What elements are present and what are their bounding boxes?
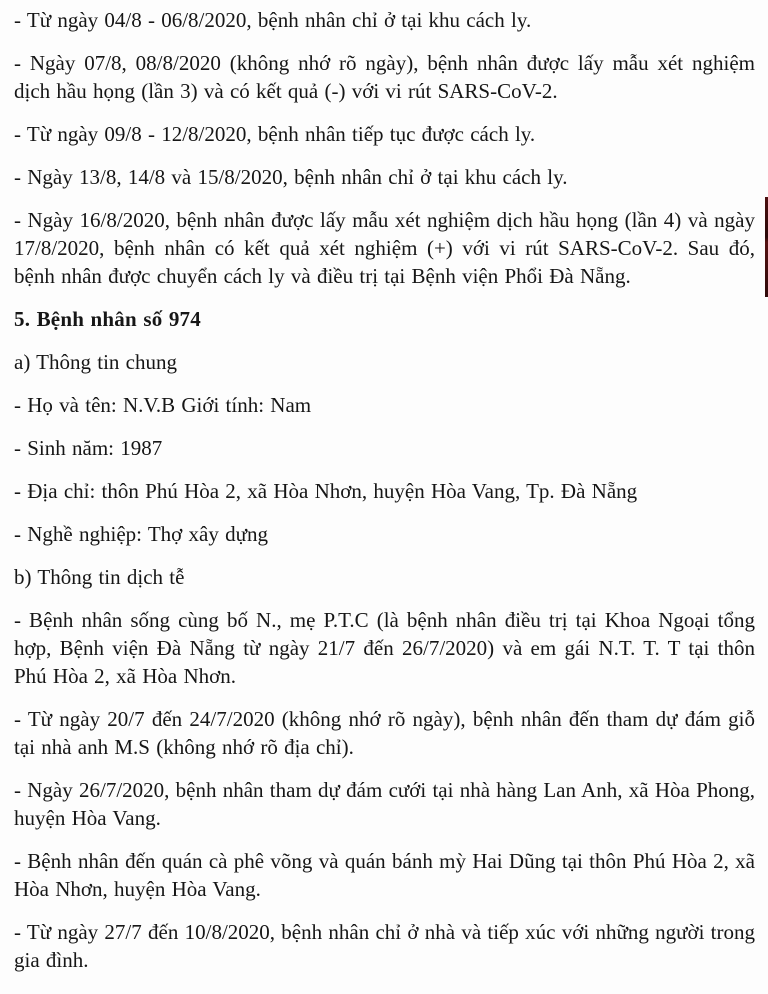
subsection-general-info: a) Thông tin chung [14,350,178,374]
paragraph-cafe-bakery-visits: - Bệnh nhân đến quán cà phê võng và quán bánh mỳ Hai Dũng tại thôn Phú Hòa 2, xã Hòa Nhơn, huyện Hòa Vang. [14,849,755,901]
subsection-epidemiology-info: b) Thông tin dịch tễ [14,565,185,589]
paragraph-timeline-quarantine-04-06: - Từ ngày 04/8 - 06/8/2020, bệnh nhân chỉ ở tại khu cách ly. [14,8,532,32]
paragraph-death-anniversary-event: - Từ ngày 20/7 đến 24/7/2020 (không nhớ rõ ngày), bệnh nhân đến tham dự đám giỗ tại nhà anh M.S (không nhớ rõ địa chỉ). [14,707,755,759]
paragraph-timeline-quarantine-13-15: - Ngày 13/8, 14/8 và 15/8/2020, bệnh nhân chỉ ở tại khu cách ly. [14,165,568,189]
paragraph-stay-home-period: - Từ ngày 27/7 đến 10/8/2020, bệnh nhân chỉ ở nhà và tiếp xúc với những người trong gia đình. [14,920,755,972]
document-text-body [14,6,755,989]
paragraph-test-4-positive: - Ngày 16/8/2020, bệnh nhân được lấy mẫu xét nghiệm dịch hầu họng (lần 4) và ngày 17/8/2020, bệnh nhân có kết quả xét nghiệm (+) với vi rút SARS-CoV-2. Sau đó, bệnh nhân được chuyển cách ly và điều trị tại Bệnh viện Phổi Đà Nẵng. [14,208,755,288]
paragraph-address: - Địa chỉ: thôn Phú Hòa 2, xã Hòa Nhơn, huyện Hòa Vang, Tp. Đà Nẵng [14,479,638,503]
paragraph-timeline-quarantine-09-12: - Từ ngày 09/8 - 12/8/2020, bệnh nhân tiếp tục được cách ly. [14,122,536,146]
paragraph-wedding-event: - Ngày 26/7/2020, bệnh nhân tham dự đám cưới tại nhà hàng Lan Anh, xã Hòa Phong, huyện Hòa Vang. [14,778,755,830]
paragraph-birth-year: - Sinh năm: 1987 [14,436,163,460]
section-heading-patient-974: 5. Bệnh nhân số 974 [14,307,201,331]
paragraph-test-3-negative: - Ngày 07/8, 08/8/2020 (không nhớ rõ ngày), bệnh nhân được lấy mẫu xét nghiệm dịch hầu họng (lần 3) và có kết quả (-) với vi rút SARS-CoV-2. [14,51,755,103]
paragraph-name-gender: - Họ và tên: N.V.B Giới tính: Nam [14,393,312,417]
paragraph-family-contacts: - Bệnh nhân sống cùng bố N., mẹ P.T.C (là bệnh nhân điều trị tại Khoa Ngoại tổng hợp, Bệnh viện Đà Nẵng từ ngày 21/7 đến 26/7/2020) và em gái N.T. T. T tại thôn Phú Hòa 2, xã Hòa Nhơn. [14,608,755,688]
paragraph-occupation: - Nghề nghiệp: Thợ xây dựng [14,522,268,546]
